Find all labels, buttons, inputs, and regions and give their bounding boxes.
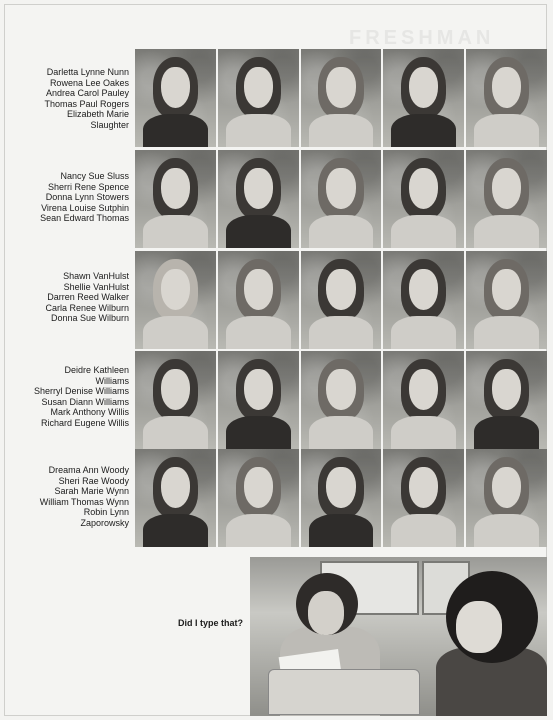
student-photo bbox=[383, 150, 464, 248]
student-name: Shellie VanHulst bbox=[63, 281, 129, 292]
student-photo bbox=[466, 351, 547, 449]
student-photo bbox=[218, 449, 299, 547]
student-name: Rowena Lee Oakes bbox=[49, 77, 129, 88]
student-name: Virena Louise Sutphin bbox=[41, 202, 129, 213]
student-name: William Thomas Wynn bbox=[39, 496, 129, 507]
photo-row-4 bbox=[135, 351, 547, 449]
section-title: FRESHMAN bbox=[349, 27, 495, 49]
student-photo bbox=[135, 150, 216, 248]
student-name: Sherri Rene Spence bbox=[47, 181, 129, 192]
candid-photo bbox=[250, 557, 547, 716]
student-name: Richard Eugene Willis bbox=[40, 417, 129, 428]
photo-caption: Did I type that? bbox=[178, 618, 243, 628]
student-photo bbox=[135, 351, 216, 449]
student-name: Mark Anthony Willis bbox=[50, 407, 129, 418]
names-block-3 bbox=[5, 271, 129, 324]
names-block-4 bbox=[5, 365, 129, 429]
student-photo bbox=[218, 49, 299, 147]
student-name: Donna Sue Wilburn bbox=[50, 313, 129, 324]
student-photo bbox=[383, 351, 464, 449]
student-photo bbox=[383, 49, 464, 147]
student-name: Nancy Sue Sluss bbox=[60, 171, 129, 181]
student-name: Carla Renee Wilburn bbox=[45, 302, 129, 313]
student-name: Sean Edward Thomas bbox=[40, 213, 129, 224]
student-photo bbox=[383, 449, 464, 547]
student-name: Robin Lynn bbox=[83, 507, 129, 518]
typewriter-shape bbox=[268, 669, 420, 715]
student-photo bbox=[383, 251, 464, 349]
student-photo bbox=[466, 251, 547, 349]
student-name: Dreama Ann Woody bbox=[48, 465, 129, 475]
student-photo bbox=[301, 251, 382, 349]
student-photo bbox=[218, 251, 299, 349]
student-photo bbox=[466, 49, 547, 147]
names-block-5 bbox=[5, 465, 129, 529]
student-name: Deidre Kathleen bbox=[64, 365, 129, 375]
student-name: Sarah Marie Wynn bbox=[54, 486, 129, 497]
student-photo bbox=[466, 150, 547, 248]
student-name: Slaughter bbox=[90, 119, 129, 130]
student-name: Elizabeth Marie bbox=[66, 109, 129, 120]
photo-row-1 bbox=[135, 49, 547, 147]
student-photo bbox=[301, 49, 382, 147]
photo-row-5 bbox=[135, 449, 547, 547]
names-block-2 bbox=[5, 171, 129, 224]
photo-row-3 bbox=[135, 251, 547, 349]
student-name: Andrea Carol Pauley bbox=[45, 88, 129, 99]
student-photo bbox=[218, 150, 299, 248]
student-photo bbox=[301, 351, 382, 449]
names-block-1 bbox=[5, 67, 129, 131]
student-name: Susan Diann Williams bbox=[41, 396, 129, 407]
student-photo bbox=[466, 449, 547, 547]
student-name: Sheri Rae Woody bbox=[58, 475, 129, 486]
student-photo bbox=[218, 351, 299, 449]
student-name: Zaporowsky bbox=[80, 517, 129, 528]
student-name: Shawn VanHulst bbox=[63, 271, 129, 281]
student-name: Darren Reed Walker bbox=[47, 292, 129, 303]
student-photo bbox=[135, 449, 216, 547]
student-name: Sherryl Denise Williams bbox=[33, 386, 129, 397]
student-photo bbox=[301, 449, 382, 547]
student-photo bbox=[135, 251, 216, 349]
student-name: Darletta Lynne Nunn bbox=[46, 67, 129, 77]
yearbook-page bbox=[4, 4, 547, 716]
student-name: Williams bbox=[95, 375, 129, 386]
student-name: Donna Lynn Stowers bbox=[45, 192, 129, 203]
student-photo bbox=[135, 49, 216, 147]
photo-row-2 bbox=[135, 150, 547, 248]
student-photo bbox=[301, 150, 382, 248]
student-name: Thomas Paul Rogers bbox=[44, 98, 129, 109]
